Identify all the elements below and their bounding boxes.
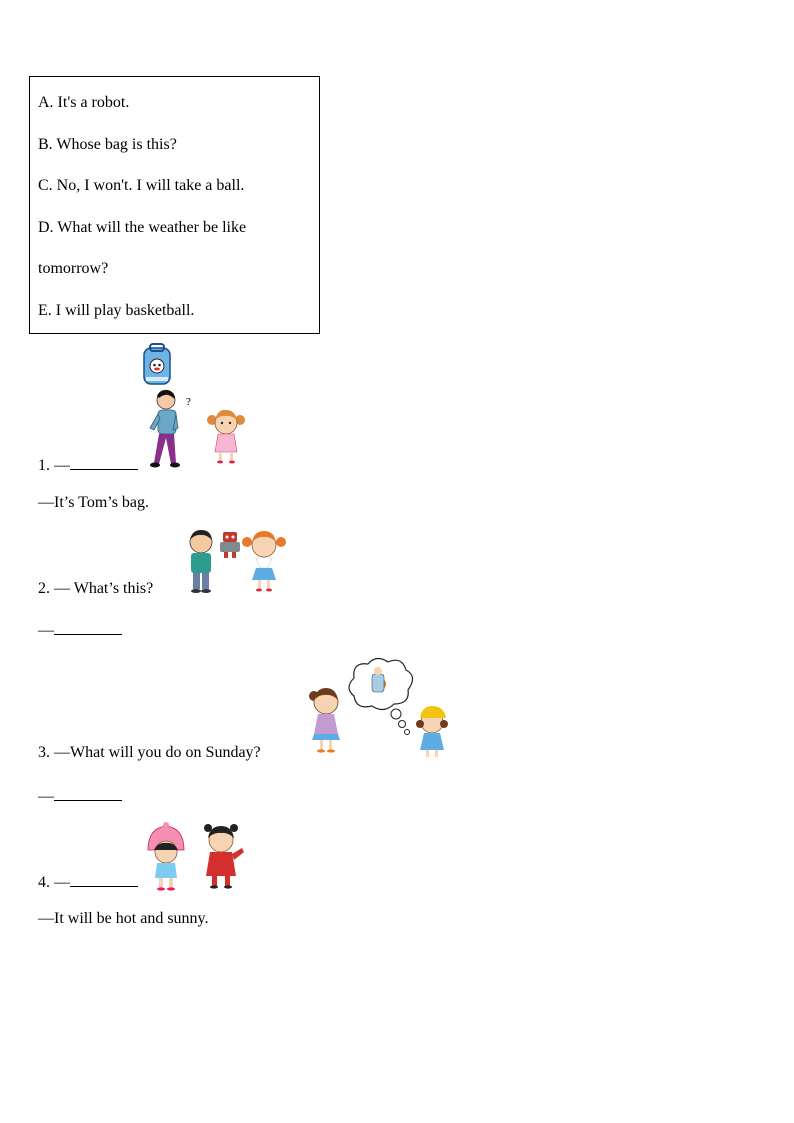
boy-robot-girl-illustration [184, 528, 284, 596]
question-1 [38, 455, 138, 475]
question-2 [38, 580, 153, 598]
question-4-answer: —It will be hot and sunny. [38, 910, 209, 927]
option-e: E. I will play basketball. [38, 302, 195, 319]
question-2-answer-dash: — [38, 622, 54, 639]
option-a: A. It's a robot. [38, 94, 130, 111]
question-mark: ? [186, 396, 191, 408]
options-box [29, 76, 320, 334]
option-b: B. Whose bag is this? [38, 136, 177, 153]
girl-illustration [204, 406, 248, 464]
question-2-answer [38, 620, 122, 640]
question-4-blank[interactable] [70, 872, 138, 887]
question-4-number: 4. — [38, 874, 70, 891]
question-3-answer [38, 786, 122, 806]
thinking-girls-illustration [306, 656, 452, 760]
two-children-weather-illustration [144, 822, 248, 892]
question-2-blank[interactable] [54, 620, 122, 635]
question-1-answer: —It’s Tom’s bag. [38, 494, 150, 511]
question-2-prompt: What’s this? [73, 580, 154, 597]
question-1-number: 1. — [38, 457, 70, 474]
backpack-illustration [140, 344, 174, 386]
option-d-continued: tomorrow? [38, 260, 109, 277]
question-3-answer-dash: — [38, 788, 54, 805]
question-1-blank[interactable] [70, 455, 138, 470]
question-3-prompt: What will you do on Sunday? [70, 744, 261, 761]
question-3-number: 3. — [38, 744, 70, 761]
boy-illustration [144, 388, 184, 470]
option-d: D. What will the weather be like [38, 219, 247, 236]
question-3 [38, 744, 261, 762]
question-4 [38, 872, 138, 892]
question-3-blank[interactable] [54, 786, 122, 801]
question-2-number: 2. — [38, 580, 70, 597]
option-c: C. No, I won't. I will take a ball. [38, 177, 245, 194]
